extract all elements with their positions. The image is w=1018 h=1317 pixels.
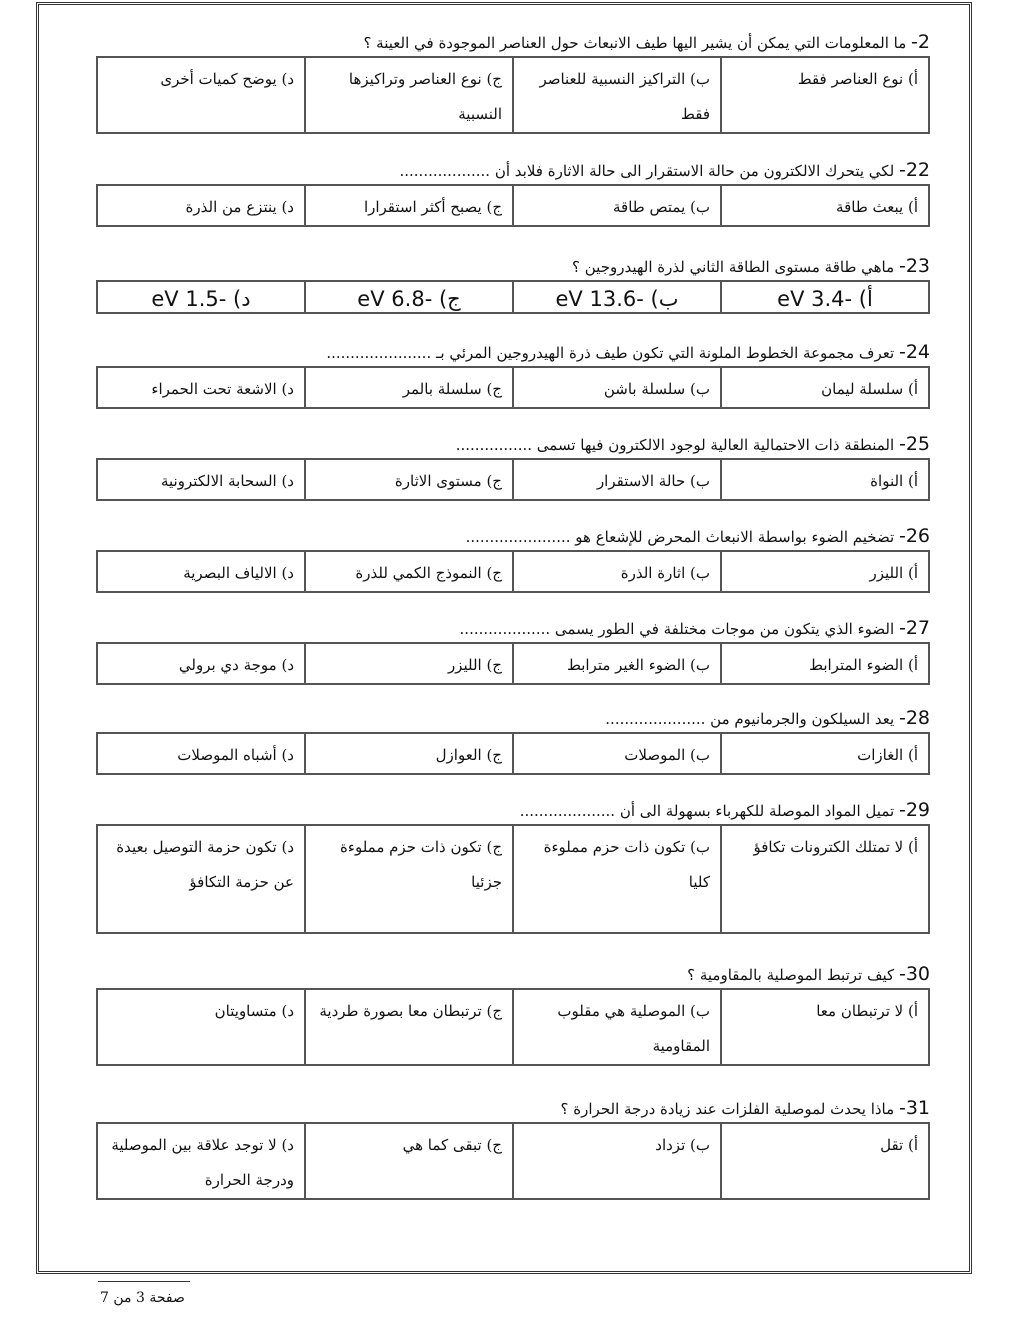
question-31	[96, 1096, 930, 1200]
option-a[interactable]: أ) الليزر	[721, 551, 929, 592]
question-number: 25-	[898, 433, 930, 455]
question-23	[96, 254, 930, 314]
option-d[interactable]: د) متساويتان	[97, 989, 305, 1065]
option-a[interactable]: أ) الغازات	[721, 733, 929, 774]
question-number: 29-	[898, 799, 930, 821]
question-stem	[96, 254, 930, 278]
option-a[interactable]: أ) سلسلة ليمان	[721, 367, 929, 408]
options-table	[96, 550, 930, 593]
page-number: صفحة 3 من 7	[100, 1290, 185, 1306]
option-d[interactable]: د) أشباه الموصلات	[97, 733, 305, 774]
option-b[interactable]: ب) اثارة الذرة	[513, 551, 721, 592]
option-d[interactable]: د) لا توجد علاقة بين الموصلية ودرجة الحرارة	[97, 1123, 305, 1199]
question-number: 23-	[898, 255, 930, 277]
question-number: 22-	[898, 159, 930, 181]
option-b[interactable]: ب) التراكيز النسبية للعناصر فقط	[513, 57, 721, 133]
option-b[interactable]: ب) الموصلات	[513, 733, 721, 774]
option-a[interactable]: أ) -3.4 eV	[721, 281, 929, 313]
question-number: 27-	[898, 617, 930, 639]
options-table	[96, 988, 930, 1066]
option-b[interactable]: ب) تكون ذات حزم مملوءة كليا	[513, 825, 721, 933]
question-22	[96, 158, 930, 227]
question-stem	[96, 798, 930, 822]
option-d[interactable]: د) موجة دي برولي	[97, 643, 305, 684]
question-26	[96, 524, 930, 593]
question-text: كيف ترتبط الموصلية بالمقاومية ؟	[687, 966, 895, 984]
options-table	[96, 56, 930, 134]
option-c[interactable]: ج) سلسلة بالمر	[305, 367, 513, 408]
option-b[interactable]: ب) -13.6 eV	[513, 281, 721, 313]
question-stem	[96, 30, 930, 54]
option-a[interactable]: أ) نوع العناصر فقط	[721, 57, 929, 133]
option-a[interactable]: أ) لا تمتلك الكترونات تكافؤ	[721, 825, 929, 933]
options-table	[96, 1122, 930, 1200]
question-number: 26-	[898, 525, 930, 547]
option-b[interactable]: ب) يمتص طاقة	[513, 185, 721, 226]
option-d[interactable]: د) السحابة الالكترونية	[97, 459, 305, 500]
options-table	[96, 280, 930, 314]
question-stem	[96, 1096, 930, 1120]
option-c[interactable]: ج) مستوى الاثارة	[305, 459, 513, 500]
options-table	[96, 458, 930, 501]
question-number: 28-	[898, 707, 930, 729]
footer-rule	[98, 1281, 190, 1282]
question-text: تضخيم الضوء بواسطة الانبعاث المحرض للإشعاع هو ......................	[465, 528, 895, 546]
question-number: 24-	[898, 341, 930, 363]
question-27	[96, 616, 930, 685]
question-stem	[96, 706, 930, 730]
question-number: 2-	[911, 31, 930, 53]
question-30	[96, 962, 930, 1066]
question-29	[96, 798, 930, 934]
question-25	[96, 432, 930, 501]
option-b[interactable]: ب) سلسلة باشن	[513, 367, 721, 408]
question-stem	[96, 158, 930, 182]
options-table	[96, 642, 930, 685]
option-d[interactable]: د) -1.5 eV	[97, 281, 305, 313]
question-text: تعرف مجموعة الخطوط الملونة التي تكون طيف ذرة الهيدروجين المرئي بـ ......................	[326, 344, 895, 362]
question-stem	[96, 962, 930, 986]
option-a[interactable]: أ) لا ترتبطان معا	[721, 989, 929, 1065]
option-c[interactable]: ج) النموذج الكمي للذرة	[305, 551, 513, 592]
question-stem	[96, 524, 930, 548]
option-c[interactable]: ج) نوع العناصر وتراكيزها النسبية	[305, 57, 513, 133]
option-a[interactable]: أ) الضوء المترابط	[721, 643, 929, 684]
question-number: 31-	[898, 1097, 930, 1119]
question-stem	[96, 616, 930, 640]
question-24	[96, 340, 930, 409]
question-2	[96, 30, 930, 134]
option-b[interactable]: ب) الموصلية هي مقلوب المقاومية	[513, 989, 721, 1065]
options-table	[96, 824, 930, 934]
question-text: يعد السيلكون والجرمانيوم من .....................	[605, 710, 895, 728]
option-d[interactable]: د) يوضح كميات أخرى	[97, 57, 305, 133]
question-text: لكي يتحرك الالكترون من حالة الاستقرار الى حالة الاثارة فلابد أن ...................	[399, 162, 895, 180]
option-b[interactable]: ب) حالة الاستقرار	[513, 459, 721, 500]
question-text: ما المعلومات التي يمكن أن يشير اليها طيف الانبعاث حول العناصر الموجودة في العينة ؟	[363, 34, 907, 52]
option-c[interactable]: ج) ترتبطان معا بصورة طردية	[305, 989, 513, 1065]
question-stem	[96, 340, 930, 364]
option-c[interactable]: ج) الليزر	[305, 643, 513, 684]
option-c[interactable]: ج) تبقى كما هي	[305, 1123, 513, 1199]
question-stem	[96, 432, 930, 456]
option-b[interactable]: ب) الضوء الغير مترابط	[513, 643, 721, 684]
option-a[interactable]: أ) يبعث طاقة	[721, 185, 929, 226]
option-d[interactable]: د) الاشعة تحت الحمراء	[97, 367, 305, 408]
option-d[interactable]: د) الالياف البصرية	[97, 551, 305, 592]
question-text: ماذا يحدث لموصلية الفلزات عند زيادة درجة الحرارة ؟	[560, 1100, 895, 1118]
option-a[interactable]: أ) تقل	[721, 1123, 929, 1199]
options-table	[96, 184, 930, 227]
option-c[interactable]: ج) يصبح أكثر استقرارا	[305, 185, 513, 226]
options-table	[96, 366, 930, 409]
option-c[interactable]: ج) -6.8 eV	[305, 281, 513, 313]
question-text: ماهي طاقة مستوى الطاقة الثاني لذرة الهيدروجين ؟	[572, 258, 895, 276]
question-number: 30-	[898, 963, 930, 985]
question-text: المنطقة ذات الاحتمالية العالية لوجود الالكترون فيها تسمى ................	[455, 436, 895, 454]
option-d[interactable]: د) تكون حزمة التوصيل بعيدة عن حزمة التكافؤ	[97, 825, 305, 933]
option-a[interactable]: أ) النواة	[721, 459, 929, 500]
question-text: الضوء الذي يتكون من موجات مختلفة في الطور يسمى ...................	[459, 620, 895, 638]
options-table	[96, 732, 930, 775]
option-b[interactable]: ب) تزداد	[513, 1123, 721, 1199]
question-28	[96, 706, 930, 775]
option-d[interactable]: د) ينتزع من الذرة	[97, 185, 305, 226]
option-c[interactable]: ج) العوازل	[305, 733, 513, 774]
option-c[interactable]: ج) تكون ذات حزم مملوءة جزئيا	[305, 825, 513, 933]
question-text: تميل المواد الموصلة للكهرباء بسهولة الى أن ....................	[519, 802, 895, 820]
